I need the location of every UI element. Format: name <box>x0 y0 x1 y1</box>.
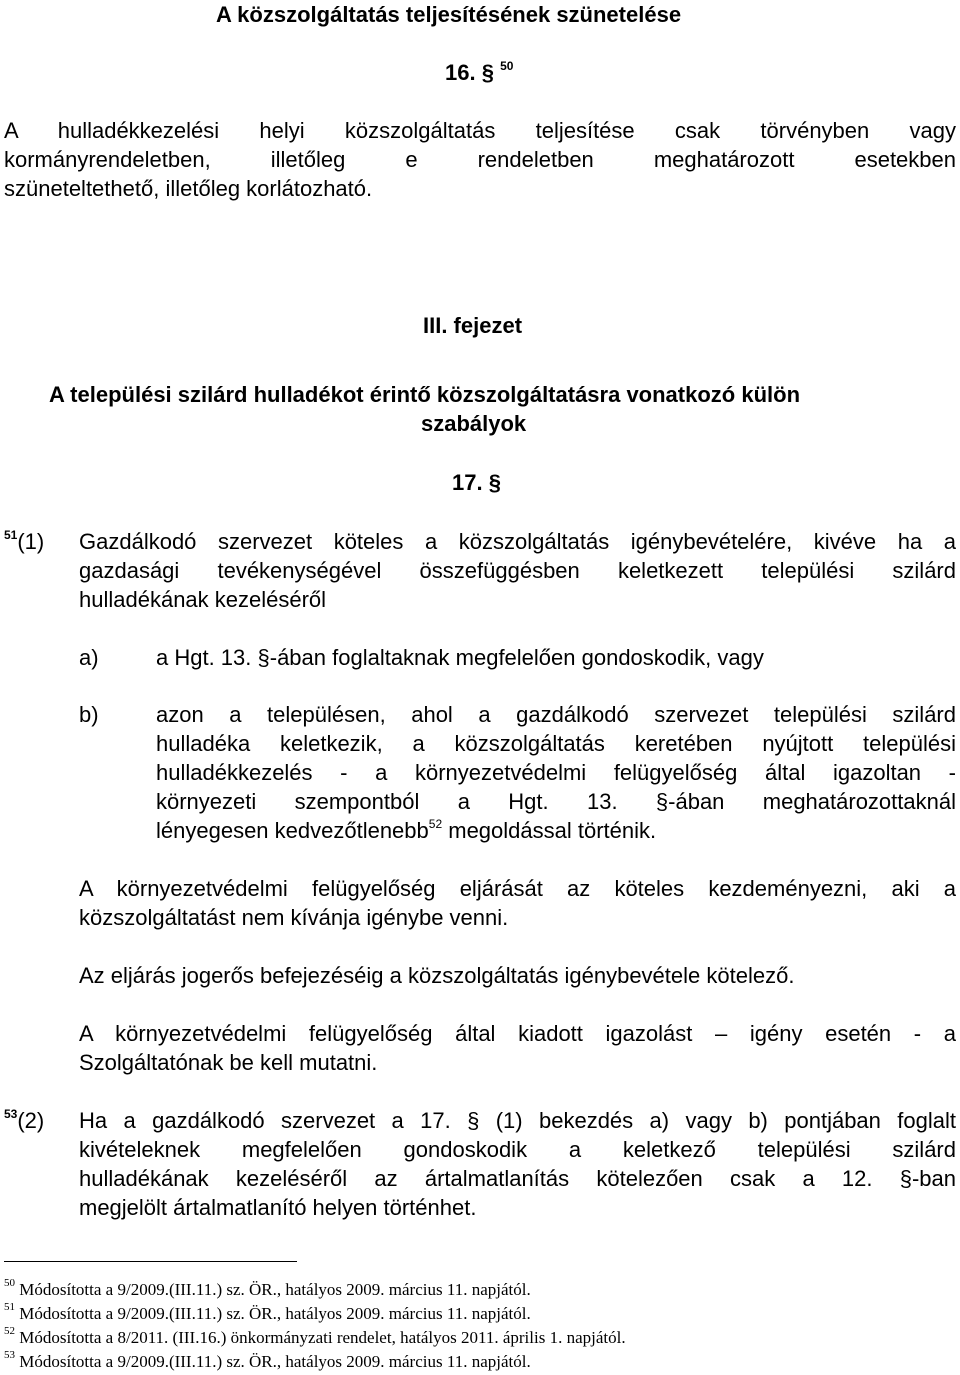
section-16-heading <box>445 58 513 87</box>
footnote <box>4 1349 531 1372</box>
paragraph-line: hulladékának kezeléséről az ártalmatlanítás kötelezően csak a 12. §-ban <box>79 1166 956 1191</box>
list-item-letter: b) <box>79 702 99 727</box>
footnote-ref-51: 51 <box>4 527 18 542</box>
paragraph-line: Az eljárás jogerős befejezéséig a közszolgáltatás igénybevétele kötelező. <box>79 963 795 988</box>
list-item-letter: a) <box>79 645 99 670</box>
footnote-text: Módosította a 8/2011. (III.16.) önkormányzati rendelet, hatályos 2011. április 1. napjától. <box>15 1328 626 1347</box>
paragraph-line: kivételeknek megfelelően gondoskodik a keletkező települési szilárd <box>79 1137 956 1162</box>
section-17-heading <box>452 468 501 497</box>
list-item-text: azon a településen, ahol a gazdálkodó szervezet települési szilárd <box>156 702 956 727</box>
text-run: lényegesen kedvezőtlenebb <box>156 818 429 843</box>
footnote <box>4 1325 626 1348</box>
paragraph-2-marker <box>4 1106 44 1135</box>
paragraph-line: közszolgáltatást nem kívánja igénybe venni. <box>79 905 509 930</box>
section-number: 16. <box>445 60 476 85</box>
paragraph-line: szüneteltethető, illetőleg korlátozható. <box>4 176 373 201</box>
paragraph-number: (2) <box>17 1108 45 1133</box>
footnote-ref-53: 53 <box>4 1106 18 1121</box>
text-run: megoldással történik. <box>442 818 657 843</box>
footnote-number: 51 <box>4 1301 15 1314</box>
footnote-ref-50: 50 <box>500 58 514 73</box>
page-heading: A közszolgáltatás teljesítésének szünetelése <box>216 2 682 27</box>
paragraph-line: A környezetvédelmi felügyelőség által kiadott igazolást – igény esetén - a <box>79 1021 956 1046</box>
paragraph-line: gazdasági tevékenységével összefüggésben keletkezett települési szilárd <box>79 558 956 583</box>
footnote-text: Módosította a 9/2009.(III.11.) sz. ÖR., hatályos 2009. március 11. napjától. <box>15 1304 531 1323</box>
footnote-text: Módosította a 9/2009.(III.11.) sz. ÖR., hatályos 2009. március 11. napjától. <box>15 1352 531 1371</box>
chapter-title: III. fejezet <box>423 313 523 338</box>
section-symbol: § <box>488 470 501 495</box>
list-item-text: hulladéka keletkezik, a közszolgáltatás keretében nyújtott települési <box>156 731 956 756</box>
list-item-text <box>156 816 656 845</box>
footnote-number: 52 <box>4 1325 15 1338</box>
paragraph-line: kormányrendeletben, illetőleg e rendeletben meghatározott esetekben <box>4 147 956 172</box>
paragraph-line: Gazdálkodó szervezet köteles a közszolgáltatás igénybevételére, kivéve ha a <box>79 529 956 554</box>
paragraph-line: Ha a gazdálkodó szervezet a 17. § (1) bekezdés a) vagy b) pontjában foglalt <box>79 1108 956 1133</box>
chapter-subtitle: A települési szilárd hulladékot érintő közszolgáltatásra vonatkozó külön <box>49 382 801 407</box>
footnote <box>4 1301 531 1324</box>
footnote-divider <box>4 1261 297 1262</box>
section-number: 17. <box>452 470 483 495</box>
paragraph-line: A hulladékkezelési helyi közszolgáltatás teljesítése csak törvényben vagy <box>4 118 956 143</box>
section-symbol: § <box>481 60 494 85</box>
paragraph-line: Szolgáltatónak be kell mutatni. <box>79 1050 378 1075</box>
paragraph-1-marker <box>4 527 44 556</box>
paragraph-number: (1) <box>17 529 45 554</box>
footnote-text: Módosította a 9/2009.(III.11.) sz. ÖR., hatályos 2009. március 11. napjától. <box>15 1280 531 1299</box>
footnote-ref-52: 52 <box>428 816 443 831</box>
footnote-number: 53 <box>4 1349 15 1362</box>
list-item-text: a Hgt. 13. §-ában foglaltaknak megfelelően gondoskodik, vagy <box>156 645 764 670</box>
paragraph-line: megjelölt ártalmatlanító helyen történhet. <box>79 1195 477 1220</box>
list-item-text: környezeti szempontból a Hgt. 13. §-ában meghatározottaknál <box>156 789 956 814</box>
footnote-number: 50 <box>4 1277 15 1290</box>
list-item-text: hulladékkezelés - a környezetvédelmi felügyelőség által igazoltan - <box>156 760 956 785</box>
paragraph-line: A környezetvédelmi felügyelőség eljárását az köteles kezdeményezni, aki a <box>79 876 956 901</box>
footnote <box>4 1277 531 1300</box>
chapter-subtitle: szabályok <box>421 411 527 436</box>
paragraph-line: hulladékának kezeléséről <box>79 587 327 612</box>
